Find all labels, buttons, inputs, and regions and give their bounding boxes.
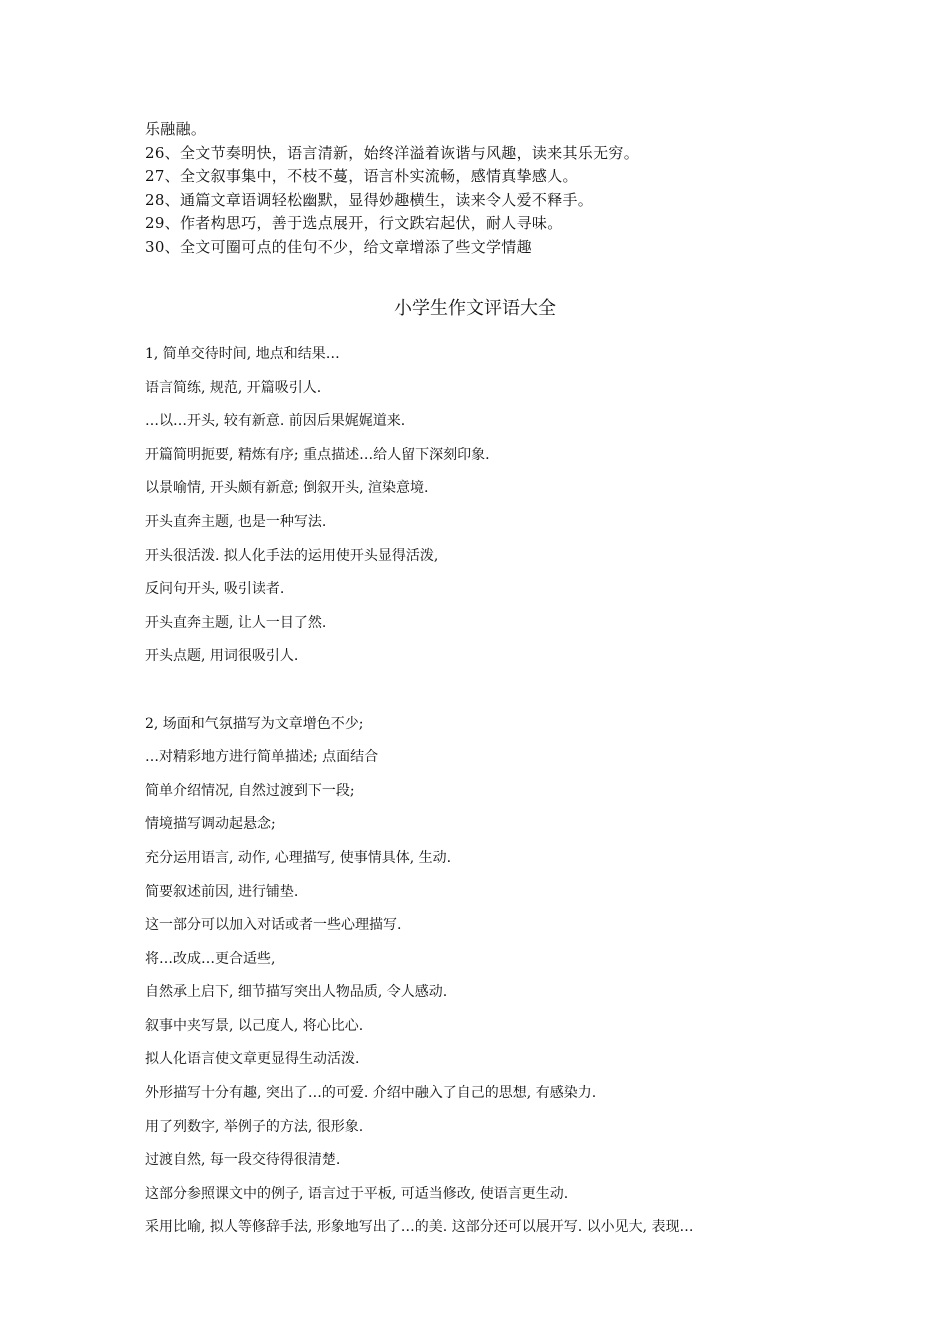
comment-line: 拟人化语言使文章更显得生动活泼. [145, 1051, 360, 1068]
comment-line: 反问句开头, 吸引读者. [145, 581, 285, 598]
comments-list-continued [145, 118, 845, 259]
comment-line: 开头直奔主题, 让人一目了然. [145, 614, 327, 631]
section-opening-comments [145, 338, 845, 674]
section-title: 小学生作文评语大全 [394, 298, 556, 319]
comment-line: 30、全文可圈可点的佳句不少，给文章增添了些文学情趣 [145, 237, 532, 256]
comment-line: …对精彩地方进行简单描述; 点面结合 [145, 749, 379, 766]
comment-line: 29、作者构思巧，善于选点展开，行文跌宕起伏，耐人寻味。 [145, 214, 563, 232]
comment-line: 26、全文节奏明快，语言清新，始终洋溢着诙谐与风趣，读来其乐无穷。 [145, 143, 639, 162]
comment-line: …以…开头, 较有新意. 前因后果娓娓道来. [145, 413, 406, 430]
section-body-comments [145, 708, 845, 1246]
comment-line: 以景喻情, 开头颇有新意; 倒叙开头, 渲染意境. [145, 480, 429, 497]
comment-line: 开篇简明扼要, 精炼有序; 重点描述…给人留下深刻印象. [145, 446, 490, 463]
comment-line: 用了列数字, 举例子的方法, 很形象. [145, 1118, 364, 1135]
comment-line: 这一部分可以加入对话或者一些心理描写. [145, 917, 402, 934]
comment-line: 乐融融。 [145, 120, 207, 138]
comment-line: 简要叙述前因, 进行铺垫. [145, 883, 299, 900]
comment-line: 开头点题, 用词很吸引人. [145, 648, 299, 665]
comment-line: 27、全文叙事集中，不枝不蔓，语言朴实流畅，感情真挚感人。 [145, 167, 578, 185]
comment-line: 28、通篇文章语调轻松幽默，显得妙趣横生，读来令人爱不释手。 [145, 190, 594, 209]
comment-line: 简单介绍情况, 自然过渡到下一段; [145, 782, 355, 799]
comment-line: 外形描写十分有趣, 突出了…的可爱. 介绍中融入了自己的思想, 有感染力. [145, 1085, 597, 1102]
comment-line: 开头直奔主题, 也是一种写法. [145, 513, 327, 530]
comment-line: 情境描写调动起悬念; [145, 816, 276, 833]
comment-line: 语言简练, 规范, 开篇吸引人. [145, 379, 322, 396]
comment-line: 自然承上启下, 细节描写突出人物品质, 令人感动. [145, 984, 448, 1001]
comment-line: 采用比喻, 拟人等修辞手法, 形象地写出了…的美. 这部分还可以展开写. 以小见大, 表现… [145, 1219, 694, 1236]
comment-line: 充分运用语言, 动作, 心理描写, 使事情具体, 生动. [145, 849, 452, 866]
comment-line: 叙事中夹写景, 以己度人, 将心比心. [145, 1017, 364, 1034]
comment-line: 开头很活泼. 拟人化手法的运用使开头显得活泼, [145, 547, 439, 564]
comment-line: 这部分参照课文中的例子, 语言过于平板, 可适当修改, 使语言更生动. [145, 1185, 569, 1202]
comment-line: 过渡自然, 每一段交待得很清楚. [145, 1152, 341, 1169]
section-gap [145, 674, 845, 708]
comments-body [145, 338, 845, 1245]
comment-line: 将…改成…更合适些, [145, 950, 276, 967]
comment-line: 2, 场面和气氛描写为文章增色不少; [145, 715, 364, 732]
comment-line: 1, 简单交待时间, 地点和结果… [145, 346, 340, 362]
